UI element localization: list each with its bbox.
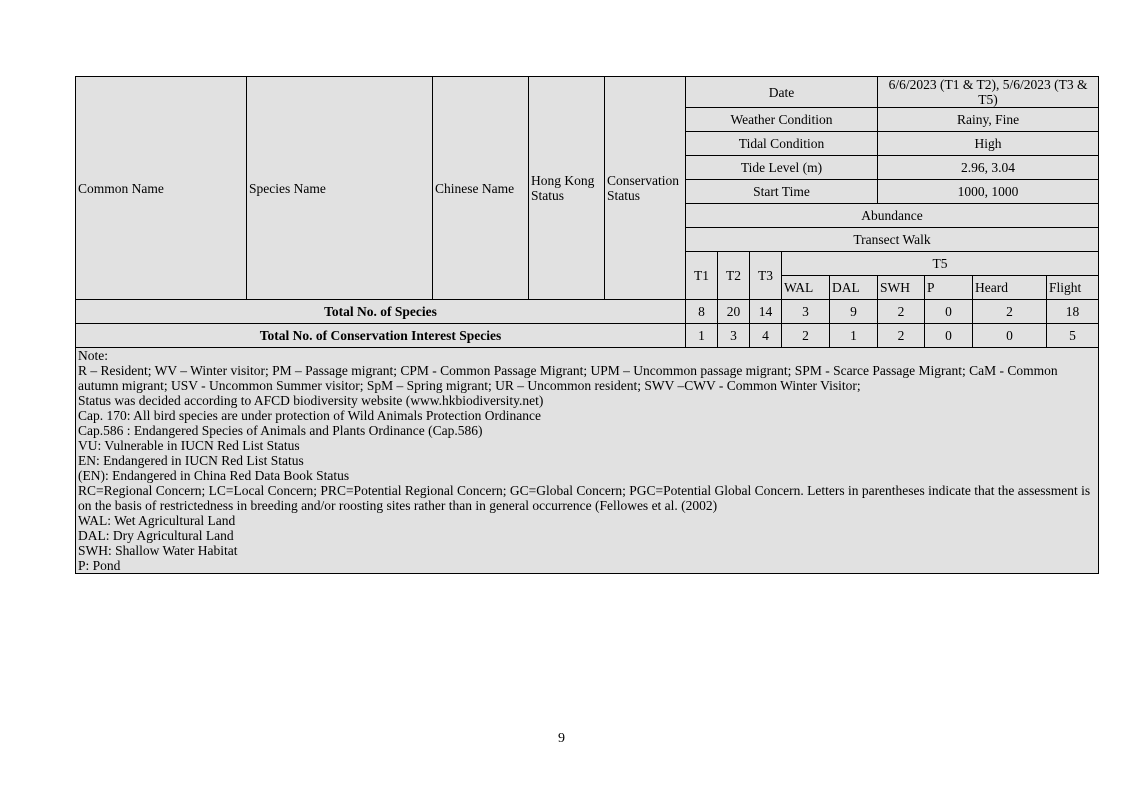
total-species-flight: 18	[1047, 300, 1099, 324]
tidal-label: Tidal Condition	[686, 132, 878, 156]
column-t3: T3	[750, 252, 782, 300]
total-conservation-wal: 2	[782, 324, 830, 348]
abundance-header: Abundance	[686, 204, 1099, 228]
total-conservation-label: Total No. of Conservation Interest Species	[76, 324, 686, 348]
tide-level-label: Tide Level (m)	[686, 156, 878, 180]
column-t2: T2	[718, 252, 750, 300]
header-chinese-name: Chinese Name	[433, 77, 529, 300]
column-flight: Flight	[1047, 276, 1099, 300]
total-conservation-t1: 1	[686, 324, 718, 348]
total-species-dal: 9	[830, 300, 878, 324]
table-row	[76, 324, 1099, 348]
notes-cell	[76, 348, 1099, 574]
total-conservation-flight: 5	[1047, 324, 1099, 348]
note-heading: Note:	[78, 348, 108, 363]
date-label: Date	[686, 77, 878, 108]
total-species-t2: 20	[718, 300, 750, 324]
note-china-en: (EN): Endangered in China Red Data Book Status	[78, 468, 350, 483]
total-species-label: Total No. of Species	[76, 300, 686, 324]
note-cap-170: Cap. 170: All bird species are under protection of Wild Animals Protection Ordinance	[78, 408, 541, 423]
tide-level-value: 2.96, 3.04	[878, 156, 1099, 180]
page-number: 9	[558, 731, 565, 746]
note-wal: WAL: Wet Agricultural Land	[78, 513, 236, 528]
date-value: 6/6/2023 (T1 & T2), 5/6/2023 (T3 & T5)	[878, 77, 1099, 108]
note-vu: VU: Vulnerable in IUCN Red List Status	[78, 438, 300, 453]
header-hk-status: Hong Kong Status	[529, 77, 605, 300]
total-species-heard: 2	[973, 300, 1047, 324]
note-dal: DAL: Dry Agricultural Land	[78, 528, 234, 543]
weather-value: Rainy, Fine	[878, 108, 1099, 132]
total-conservation-t2: 3	[718, 324, 750, 348]
total-conservation-dal: 1	[830, 324, 878, 348]
start-time-value: 1000, 1000	[878, 180, 1099, 204]
note-concern-codes: RC=Regional Concern; LC=Local Concern; PRC=Potential Regional Concern; GC=Global Concern; PGC=Potential Global Concern. Letters in parentheses indicate that the assessment is on the basis of restrictedness in breeding and/or roosting sites rather than in general occurrence (Fellowes et al. (2002)	[78, 483, 1091, 513]
column-dal: DAL	[830, 276, 878, 300]
note-status-codes: R – Resident; WV – Winter visitor; PM – Passage migrant; CPM - Common Passage Migrant; UPM – Uncommon passage migrant; SPM - Scarce Passage Migrant; CaM - Common autumn migrant; USV - Uncommon Summer visitor; SpM – Spring migrant; UR – Uncommon resident; SWV –CWV - Common Winter Visitor;	[78, 363, 1058, 393]
note-cap-586: Cap.586 : Endangered Species of Animals and Plants Ordinance (Cap.586)	[78, 423, 483, 438]
total-species-t1: 8	[686, 300, 718, 324]
column-swh: SWH	[878, 276, 925, 300]
total-species-p: 0	[925, 300, 973, 324]
total-conservation-swh: 2	[878, 324, 925, 348]
column-p: P	[925, 276, 973, 300]
column-wal: WAL	[782, 276, 830, 300]
bird-survey-table	[75, 76, 1099, 574]
column-heard: Heard	[973, 276, 1047, 300]
table-row	[76, 300, 1099, 324]
total-species-t3: 14	[750, 300, 782, 324]
tidal-value: High	[878, 132, 1099, 156]
header-species-name: Species Name	[247, 77, 433, 300]
start-time-label: Start Time	[686, 180, 878, 204]
header-conservation-status: Conservation Status	[605, 77, 686, 300]
total-conservation-t3: 4	[750, 324, 782, 348]
note-pond: P: Pond	[78, 558, 121, 573]
total-conservation-heard: 0	[973, 324, 1047, 348]
total-species-swh: 2	[878, 300, 925, 324]
note-afcd-source: Status was decided according to AFCD biodiversity website (www.hkbiodiversity.net)	[78, 393, 544, 408]
header-common-name: Common Name	[76, 77, 247, 300]
total-conservation-p: 0	[925, 324, 973, 348]
note-swh: SWH: Shallow Water Habitat	[78, 543, 238, 558]
transect-walk-header: Transect Walk	[686, 228, 1099, 252]
column-t5: T5	[782, 252, 1099, 276]
total-species-wal: 3	[782, 300, 830, 324]
column-t1: T1	[686, 252, 718, 300]
note-en: EN: Endangered in IUCN Red List Status	[78, 453, 304, 468]
survey-table-wrapper	[75, 76, 1098, 574]
weather-label: Weather Condition	[686, 108, 878, 132]
